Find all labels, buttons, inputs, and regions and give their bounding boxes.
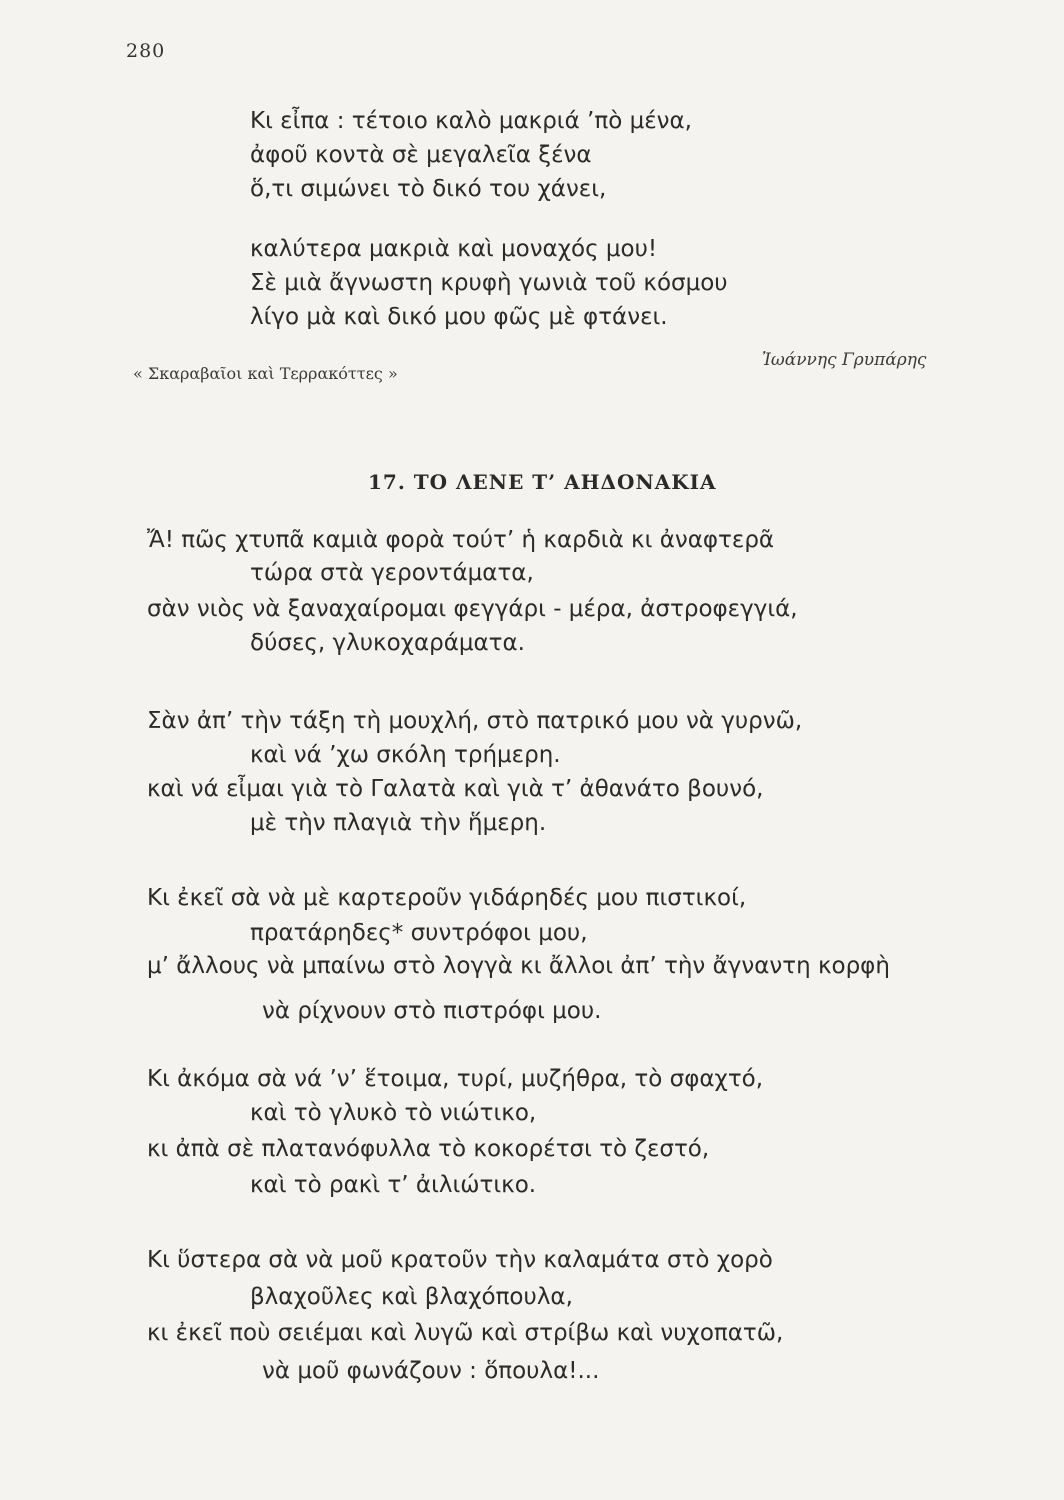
poem-line: Κι ὕστερα σὰ νὰ μοῦ κρατοῦν τὴν καλαμάτα στὸ χορὸ (147, 1247, 773, 1273)
poem-line: Κι ἐκεῖ σὰ νὰ μὲ καρτεροῦν γιδάρηδές μου πιστικοί, (147, 885, 747, 911)
poem-line: κι ἀπὰ σὲ πλατανόφυλλα τὸ κοκορέτσι τὸ ζεστό, (147, 1136, 710, 1162)
poem-line: σὰν νιὸς νὰ ξαναχαίρομαι φεγγάρι - μέρα, ἀστροφεγγιά, (147, 596, 798, 622)
poem-line: πρατάρηδες* συντρόφοι μου, (250, 920, 588, 946)
poem-title: 17. ΤΟ ΛΕΝΕ Τ’ ΑΗΔΟΝΑΚΙΑ (368, 470, 717, 494)
poem-line: δύσες, γλυκοχαράματα. (250, 630, 525, 656)
poem-line: καὶ τὸ γλυκὸ τὸ νιώτικο, (250, 1100, 537, 1126)
poem-line: νὰ ρίχνουν στὸ πιστρόφι μου. (262, 998, 602, 1024)
poem-line: καὶ νά εἶμαι γιὰ τὸ Γαλατὰ καὶ γιὰ τ’ ἀθανάτο βουνό, (147, 776, 764, 802)
poem-line: Κι εἶπα : τέτοιο καλὸ μακριά ’πὸ μένα, (250, 108, 692, 134)
poem-source: « Σκαραβαῖοι καὶ Τερρακόττες » (133, 364, 398, 383)
poem-line: καλύτερα μακριὰ καὶ μοναχός μου! (250, 236, 658, 262)
poem-line: τώρα στὰ γεροντάματα, (250, 560, 534, 586)
poem-line: μ’ ἄλλους νὰ μπαίνω στὸ λογγὰ κι ἄλλοι ἀπ’ τὴν ἄγναντη κορφὴ (147, 953, 890, 979)
poem-line: βλαχοῦλες καὶ βλαχόπουλα, (250, 1284, 573, 1310)
poem-line: Κι ἀκόμα σὰ νά ’ν’ ἕτοιμα, τυρί, μυζήθρα, τὸ σφαχτό, (147, 1066, 764, 1092)
poem-line: νὰ μοῦ φωνάζουν : ὅπουλα!... (262, 1358, 600, 1384)
poem-line: ὅ,τι σιμώνει τὸ δικό του χάνει, (250, 176, 607, 202)
poem-line: ἀφοῦ κοντὰ σὲ μεγαλεῖα ξένα (250, 142, 592, 168)
poem-line: κι ἐκεῖ ποὺ σειέμαι καὶ λυγῶ καὶ στρίβω καὶ νυχοπατῶ, (147, 1320, 784, 1346)
poem-line: Ἄ! πῶς χτυπᾶ καμιὰ φορὰ τούτ’ ἡ καρδιὰ κι ἀναφτερᾶ (147, 527, 775, 553)
page-number: 280 (126, 40, 166, 62)
poem-line: Σὰν ἀπ’ τὴν τάξη τὴ μουχλή, στὸ πατρικό μου νὰ γυρνῶ, (147, 708, 803, 734)
poem-line: λίγο μὰ καὶ δικό μου φῶς μὲ φτάνει. (250, 304, 668, 330)
poem-line: καὶ νά ’χω σκόλη τρήμερη. (250, 742, 561, 768)
poem-line: μὲ τὴν πλαγιὰ τὴν ἥμερη. (250, 810, 547, 836)
poem-author: Ἰωάννης Γρυπάρης (762, 350, 927, 370)
poem-line: Σὲ μιὰ ἄγνωστη κρυφὴ γωνιὰ τοῦ κόσμου (250, 270, 728, 296)
poem-line: καὶ τὸ ρακὶ τ’ ἀιλιώτικο. (250, 1172, 537, 1198)
